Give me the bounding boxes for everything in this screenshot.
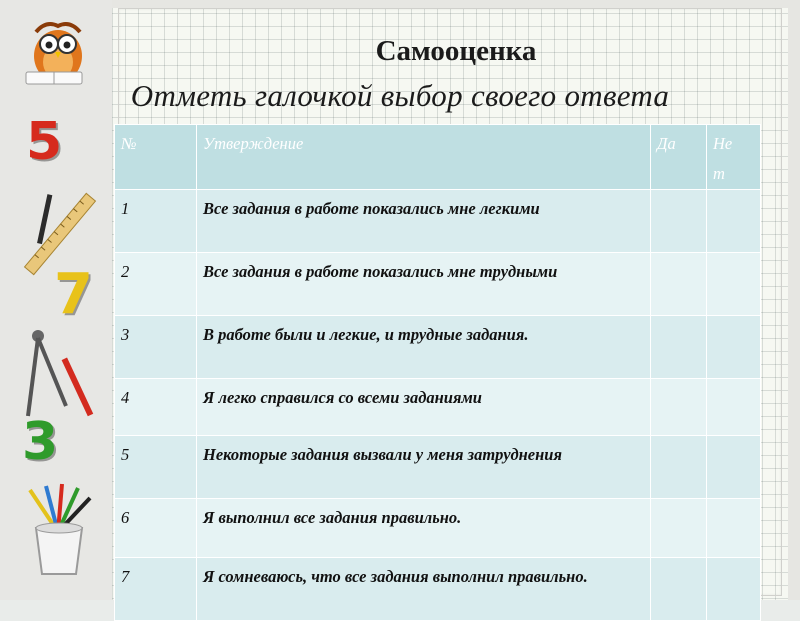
- row-statement: Все задания в работе показались мне легкими: [197, 190, 651, 253]
- table-row: [115, 436, 761, 499]
- header-no-line2: т: [713, 164, 725, 183]
- row-statement: Все задания в работе показались мне трудными: [197, 253, 651, 316]
- page-title: Самооценка: [375, 35, 537, 67]
- digit-three: 3: [22, 412, 59, 472]
- table-row: [115, 316, 761, 379]
- frame-top: [112, 0, 800, 8]
- answer-yes-cell[interactable]: [651, 379, 707, 436]
- answer-no-cell[interactable]: [707, 436, 761, 499]
- table-row: [115, 499, 761, 558]
- pencil-cup-icon: [18, 482, 100, 578]
- answer-yes-cell[interactable]: [651, 253, 707, 316]
- row-number: 7: [115, 558, 197, 621]
- row-statement: Я сомневаюсь, что все задания выполнил правильно.: [197, 558, 651, 621]
- answer-yes-cell[interactable]: [651, 558, 707, 621]
- page-subtitle: Отметь галочкой выбор своего ответа: [130, 78, 670, 113]
- answer-yes-cell[interactable]: [651, 190, 707, 253]
- digit-seven: 7: [54, 262, 93, 327]
- row-number: 2: [115, 253, 197, 316]
- table-row: [115, 190, 761, 253]
- digit-five: 5: [26, 112, 63, 172]
- table-header-row: [115, 125, 761, 190]
- table-row: [115, 253, 761, 316]
- answer-no-cell[interactable]: [707, 558, 761, 621]
- row-number: 1: [115, 190, 197, 253]
- answer-no-cell[interactable]: [707, 190, 761, 253]
- answer-yes-cell[interactable]: [651, 316, 707, 379]
- header-no: [707, 125, 761, 190]
- answer-no-cell[interactable]: [707, 253, 761, 316]
- header-number: №: [115, 125, 197, 190]
- self-assessment-table: [114, 124, 761, 621]
- table-row: [115, 558, 761, 621]
- row-statement: Я выполнил все задания правильно.: [197, 499, 651, 558]
- answer-no-cell[interactable]: [707, 379, 761, 436]
- row-number: 5: [115, 436, 197, 499]
- answer-yes-cell[interactable]: [651, 499, 707, 558]
- header-no-line1: Не: [713, 134, 733, 153]
- table-row: [115, 379, 761, 436]
- row-statement: Некоторые задания вызвали у меня затруднения: [197, 436, 651, 499]
- header-statement: Утверждение: [197, 125, 651, 190]
- row-number: 3: [115, 316, 197, 379]
- row-statement: В работе были и легкие, и трудные задания.: [197, 316, 651, 379]
- row-statement: Я легко справился со всеми заданиями: [197, 379, 651, 436]
- row-number: 6: [115, 499, 197, 558]
- answer-no-cell[interactable]: [707, 499, 761, 558]
- answer-yes-cell[interactable]: [651, 436, 707, 499]
- header-yes: Да: [651, 125, 707, 190]
- row-number: 4: [115, 379, 197, 436]
- compass-icon: [18, 326, 104, 422]
- answer-no-cell[interactable]: [707, 316, 761, 379]
